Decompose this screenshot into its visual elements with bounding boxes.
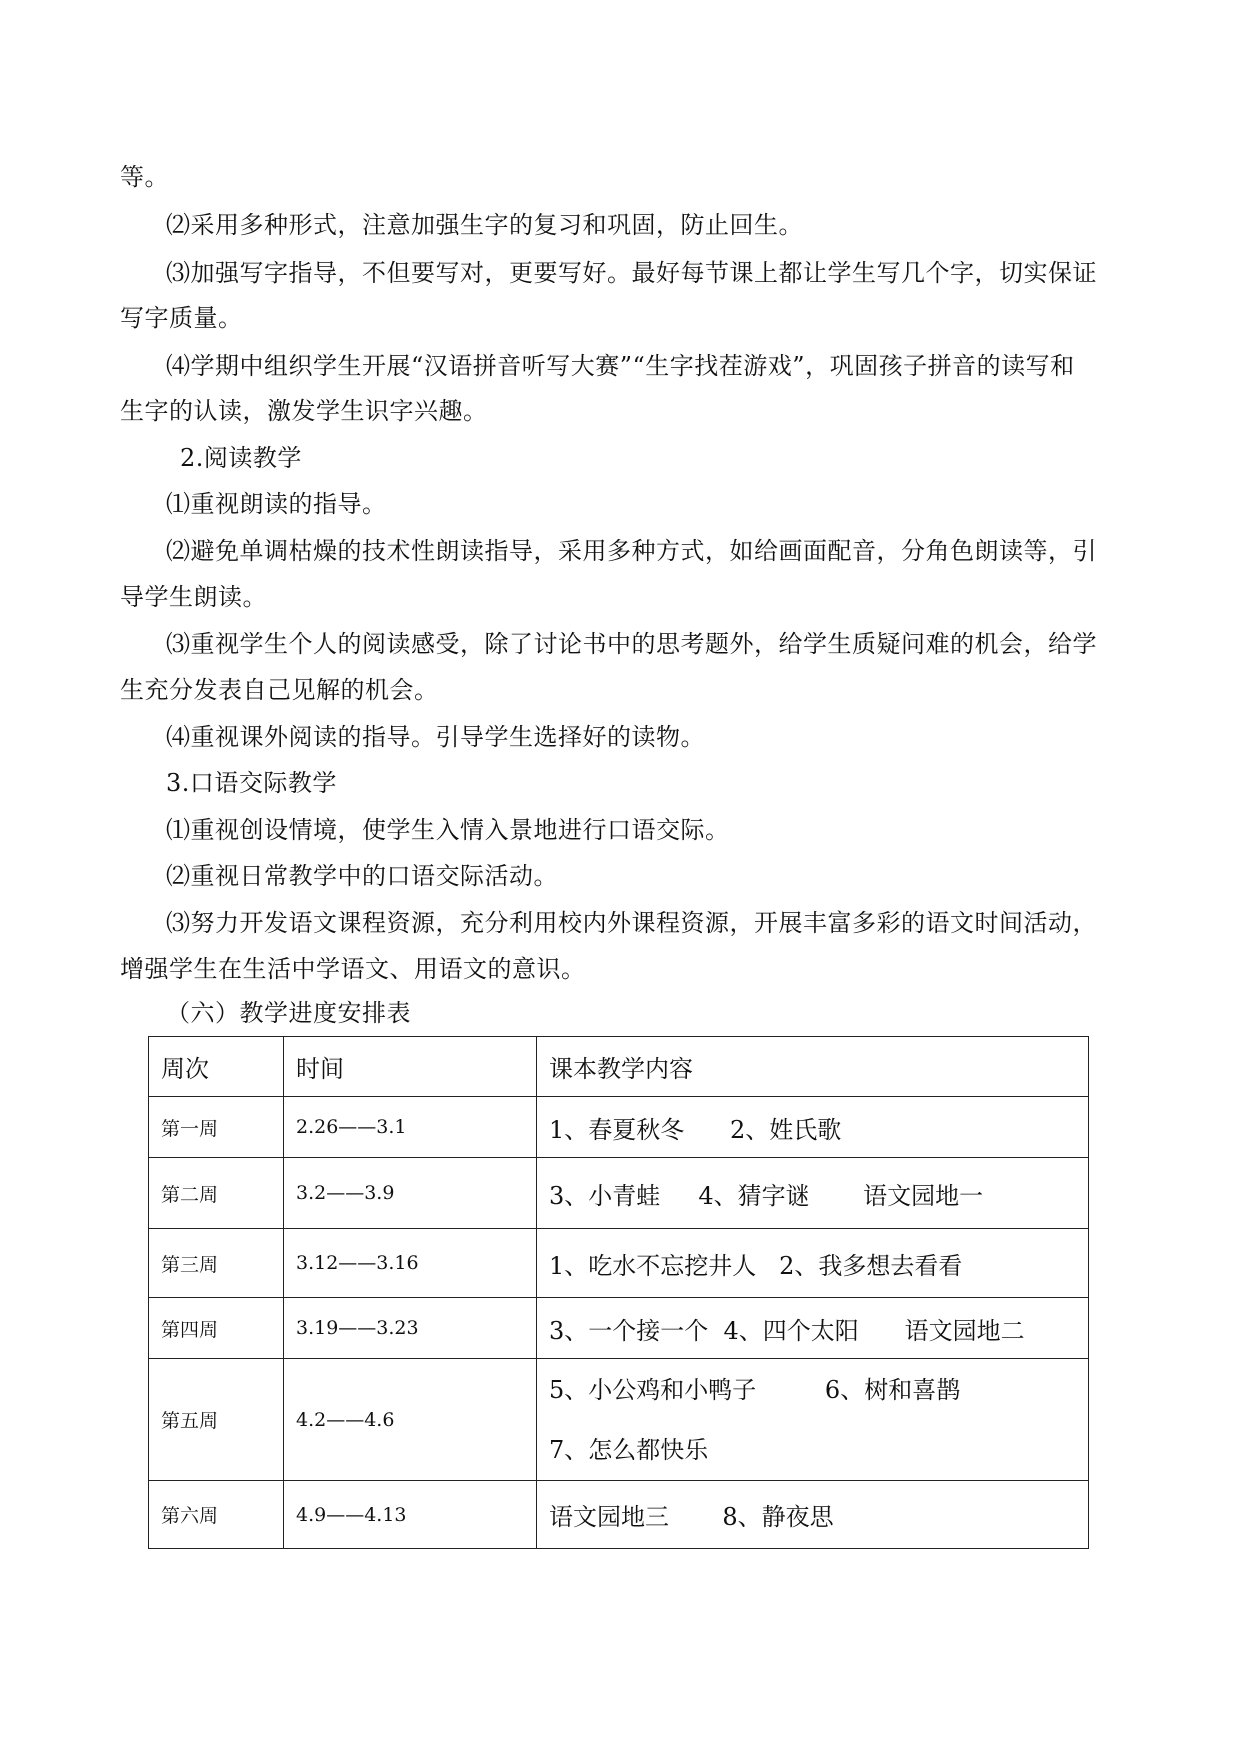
table-title: （六）教学进度安排表 [166, 999, 411, 1027]
time-cell: 4.9——4.13 [284, 1481, 537, 1549]
paragraph-line: ⑴重视创设情境，使学生入情入景地进行口语交际。 [166, 816, 730, 844]
table-row [149, 1481, 1089, 1549]
paragraph-line: ⑷重视课外阅读的指导。引导学生选择好的读物。 [166, 723, 705, 751]
section-heading: 3.口语交际教学 [166, 769, 337, 797]
table-row [149, 1158, 1089, 1229]
content-line: 5、小公鸡和小鸭子 6、树和喜鹊 [549, 1375, 961, 1404]
table-row [149, 1359, 1089, 1481]
paragraph-line: ⑵采用多种形式，注意加强生字的复习和巩固，防止回生。 [166, 211, 803, 239]
content-line: 7、怎么都快乐 [549, 1435, 709, 1464]
paragraph-line: 增强学生在生活中学语文、用语文的意识。 [120, 955, 586, 983]
table-row [149, 1298, 1089, 1359]
content-cell: 语文园地三 8、静夜思 [537, 1481, 1089, 1549]
week-cell: 第五周 [149, 1359, 284, 1481]
time-cell: 3.2——3.9 [284, 1158, 537, 1229]
paragraph-line: ⑵避免单调枯燥的技术性朗读指导，采用多种方式，如给画面配音，分角色朗读等，引 [166, 537, 1097, 565]
week-cell: 第二周 [149, 1158, 284, 1229]
content-cell [537, 1359, 1089, 1481]
paragraph-line: ⑶努力开发语文课程资源，充分利用校内外课程资源，开展丰富多彩的语文时间活动， [166, 909, 1097, 937]
paragraph-line: ⑶重视学生个人的阅读感受，除了讨论书中的思考题外，给学生质疑问难的机会，给学 [166, 630, 1097, 658]
week-cell: 第六周 [149, 1481, 284, 1549]
paragraph-line: ⑷学期中组织学生开展“汉语拼音听写大赛”“生字找茬游戏”，巩固孩子拼音的读写和 [166, 352, 1075, 380]
paragraph-line: ⑴重视朗读的指导。 [166, 490, 387, 518]
time-cell: 4.2——4.6 [284, 1359, 537, 1481]
content-cell: 3、一个接一个 4、四个太阳 语文园地二 [537, 1298, 1089, 1359]
paragraph-line: 生充分发表自己见解的机会。 [120, 676, 439, 704]
header-content: 课本教学内容 [537, 1037, 1089, 1097]
week-cell: 第一周 [149, 1097, 284, 1158]
table-row [149, 1229, 1089, 1298]
paragraph-line: 等。 [120, 163, 169, 191]
header-time: 时间 [284, 1037, 537, 1097]
section-heading: 2.阅读教学 [180, 444, 302, 472]
schedule-table [148, 1036, 1089, 1549]
paragraph-line: 写字质量。 [120, 304, 243, 332]
table-row [149, 1097, 1089, 1158]
paragraph-line: 生字的认读，激发学生识字兴趣。 [120, 397, 488, 425]
header-week: 周次 [149, 1037, 284, 1097]
time-cell: 3.12——3.16 [284, 1229, 537, 1298]
time-cell: 2.26——3.1 [284, 1097, 537, 1158]
paragraph-line: ⑵重视日常教学中的口语交际活动。 [166, 862, 558, 890]
paragraph-line: 导学生朗读。 [120, 583, 267, 611]
content-cell: 3、小青蛙 4、猜字谜 语文园地一 [537, 1158, 1089, 1229]
content-cell: 1、吃水不忘挖井人 2、我多想去看看 [537, 1229, 1089, 1298]
week-cell: 第四周 [149, 1298, 284, 1359]
week-cell: 第三周 [149, 1229, 284, 1298]
time-cell: 3.19——3.23 [284, 1298, 537, 1359]
content-cell: 1、春夏秋冬 2、姓氏歌 [537, 1097, 1089, 1158]
paragraph-line: ⑶加强写字指导，不但要写对，更要写好。最好每节课上都让学生写几个字，切实保证 [166, 259, 1097, 287]
table-header-row [149, 1037, 1089, 1097]
